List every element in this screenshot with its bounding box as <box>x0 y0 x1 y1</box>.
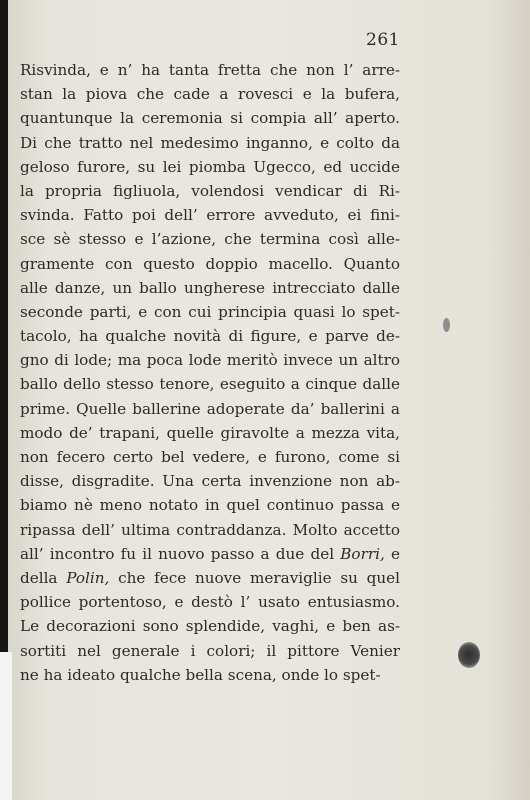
text-line-content: della <box>20 568 67 587</box>
text-line <box>20 82 400 106</box>
text-line <box>20 663 400 687</box>
text-line <box>20 252 400 276</box>
text-line <box>20 469 400 493</box>
text-line <box>20 639 400 663</box>
text-line-content: ne ha ideato qualche bella scena, onde lo spet- <box>20 665 381 684</box>
text-line <box>20 131 400 155</box>
text-line <box>20 58 400 82</box>
text-line-content: Le decorazioni sono splendide, vaghi, e ben as- <box>20 617 400 636</box>
ink-spot <box>443 318 450 332</box>
text-line-content: Risvinda, e n’ ha tanta fretta che non l’ arre- <box>20 61 400 79</box>
ink-blot <box>458 642 480 668</box>
italic-name: Borri, <box>340 544 385 563</box>
text-line <box>20 227 400 251</box>
text-line-content: alle danze, un ballo ungherese intrecciato dalle <box>20 278 400 297</box>
text-line <box>20 590 400 614</box>
text-line-content: ripassa dell’ ultima contraddanza. Molto accetto <box>20 520 400 539</box>
text-line-content: Di che tratto nel medesimo inganno, e colto da <box>20 133 400 152</box>
text-line-content: quantunque la ceremonia si compia all’ aperto. <box>20 109 400 128</box>
text-line-content: biamo nè meno notato in quel continuo passa e <box>20 496 400 515</box>
text-line <box>20 179 400 203</box>
text-line-content: sce sè stesso e l’azione, che termina così alle- <box>20 230 400 249</box>
text-line-content: modo de’ trapani, quelle giravolte a mezza vita, <box>20 423 400 442</box>
text-line-content: geloso furore, su lei piomba Ugecco, ed uccide <box>20 157 400 176</box>
text-line <box>20 518 400 542</box>
text-line-content: seconde parti, e con cui principia quasi lo spet- <box>20 302 400 321</box>
italic-name: Polin, <box>66 568 110 587</box>
text-line <box>20 566 400 590</box>
text-line-content: svinda. Fatto poi dell’ errore avveduto, ei fini- <box>20 206 400 225</box>
text-line-content: la propria figliuola, volendosi vendicar di Ri- <box>20 181 400 200</box>
text-line <box>20 203 400 227</box>
text-line-content: tacolo, ha qualche novità di figure, e parve de- <box>20 327 400 346</box>
text-line <box>20 155 400 179</box>
scan-corner-block <box>0 652 12 800</box>
text-line-content: che fece nuove meraviglie su quel <box>109 568 401 587</box>
page-number: 261 <box>366 30 400 50</box>
text-line <box>20 445 400 469</box>
text-line <box>20 397 400 421</box>
text-line <box>20 106 400 130</box>
text-line-content: disse, disgradite. Una certa invenzione non ab- <box>20 472 400 491</box>
text-line <box>20 421 400 445</box>
book-page <box>8 0 530 800</box>
text-line <box>20 300 400 324</box>
text-line <box>20 372 400 396</box>
text-line <box>20 348 400 372</box>
text-line-content: prime. Quelle ballerine adoperate da’ ballerini a <box>20 399 400 418</box>
text-line-content: pollice portentoso, e destò l’ usato entusiasmo. <box>20 593 400 612</box>
text-line-content: stan la piova che cade a rovesci e la bufera, <box>20 85 400 104</box>
text-line-content: non fecero certo bel vedere, e furono, come si <box>20 448 400 466</box>
text-line-content: gno di lode; ma poca lode meritò invece un altro <box>20 351 400 370</box>
text-line <box>20 614 400 638</box>
text-line <box>20 542 400 566</box>
text-line-content: ballo dello stesso tenore, eseguito a cinque dalle <box>20 375 400 394</box>
text-line-content: e <box>384 544 400 563</box>
text-line-content: all’ incontro fu il nuovo passo a due del <box>20 544 341 563</box>
text-line <box>20 493 400 517</box>
text-line-content: gramente con questo doppio macello. Quanto <box>20 254 400 273</box>
text-line-content: sortiti nel generale i colori; il pittore Venier <box>20 641 400 660</box>
text-line <box>20 324 400 348</box>
text-line <box>20 276 400 300</box>
body-text <box>20 58 400 687</box>
